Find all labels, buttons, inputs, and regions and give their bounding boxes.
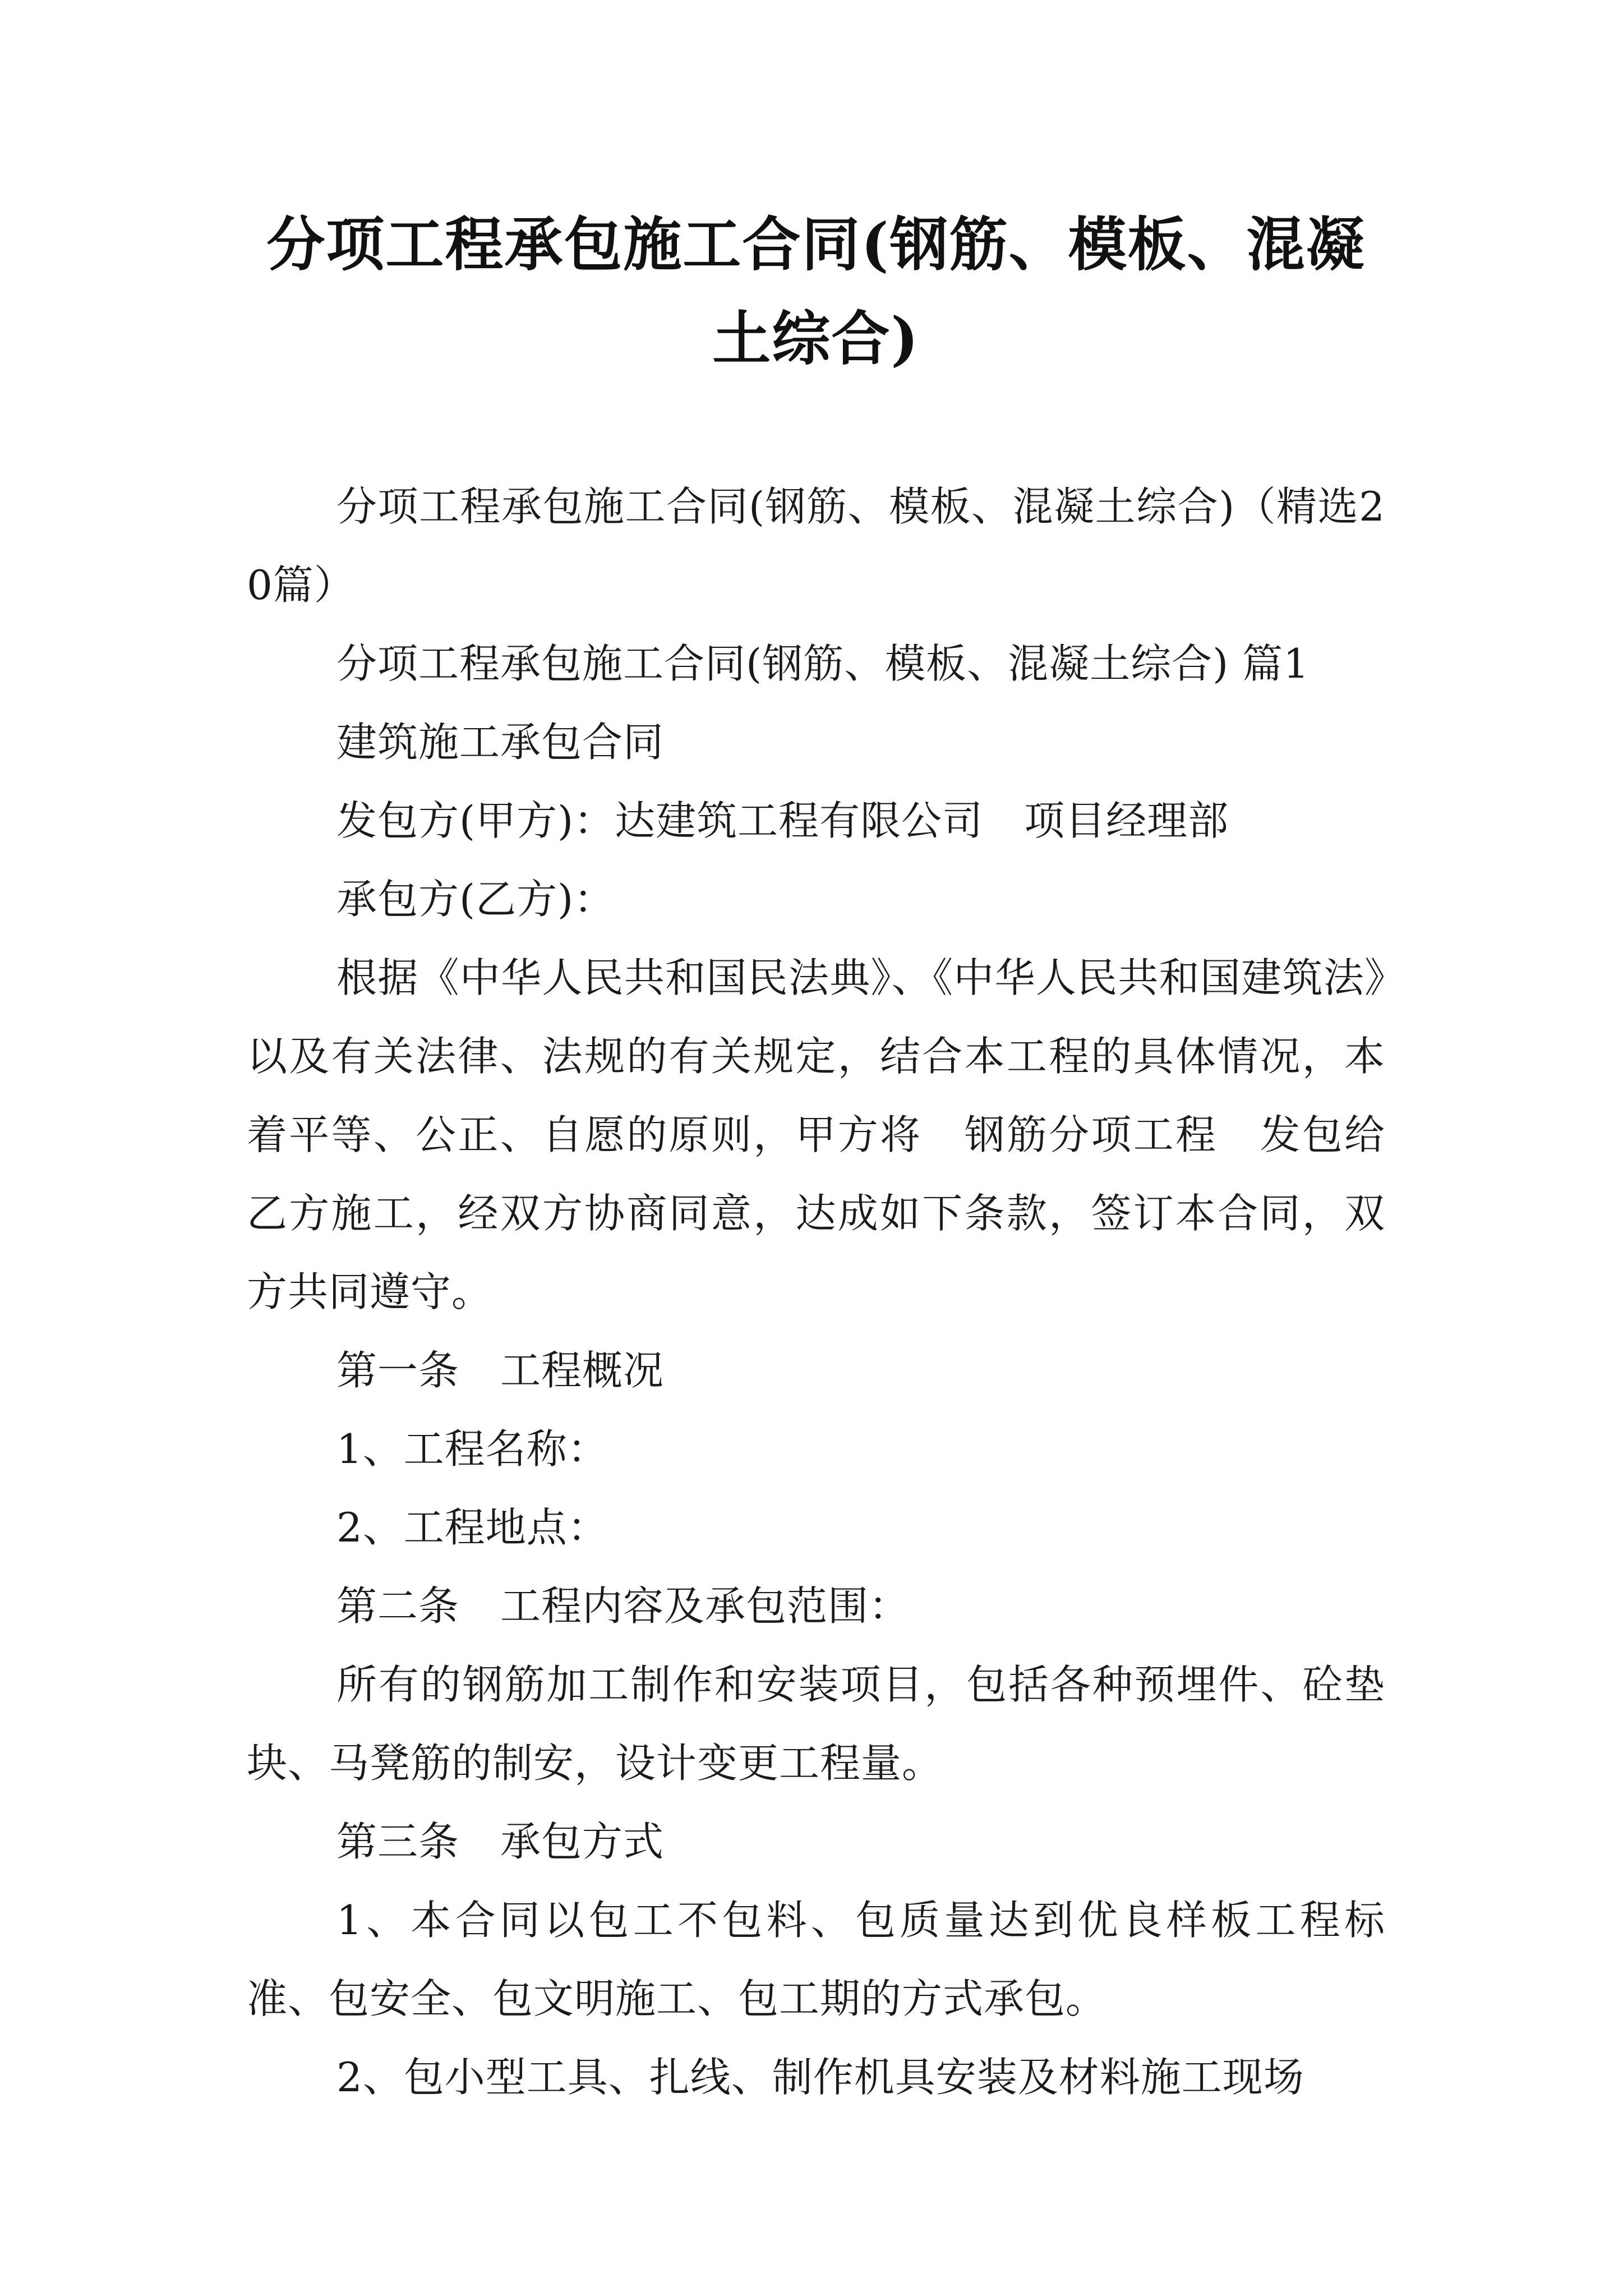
paragraph-chapter-heading: 分项工程承包施工合同(钢筋、模板、混凝土综合) 篇1: [336, 640, 1310, 687]
paragraph-article-2-heading: 第二条 工程内容及承包范围：: [336, 1582, 910, 1630]
paragraph-contract-mode-2: 2、包小型工具、扎线、制作机具安装及材料施工现场: [336, 2054, 1304, 2101]
paragraph-preamble: 根据《中华人民共和国民法典》、《中华人民共和国建筑法》以及有关法律、法规的有关规定，结合本工程的具体情况，本着平等、公正、自愿的原则，甲方将 钢筋分项工程 发包给乙方施工，经双方协商同意，达成如下条款，签订本合同，双方共同遵守。: [247, 954, 1385, 1315]
paragraph-subtitle: 分项工程承包施工合同(钢筋、模板、混凝土综合)（精选20篇）: [247, 483, 1385, 609]
paragraph-party-b: 承包方(乙方)：: [336, 876, 615, 923]
title-line-1: 分项工程承包施工合同(钢筋、模板、混凝: [266, 210, 1366, 279]
paragraph-party-a: 发包方(甲方)：达建筑工程有限公司 项目经理部: [336, 797, 1229, 844]
title-line-2: 土综合): [712, 304, 920, 373]
paragraph-contract-name: 建筑施工承包合同: [336, 719, 665, 766]
paragraph-project-location: 2、工程地点：: [336, 1504, 608, 1551]
paragraph-article-3-heading: 第三条 承包方式: [336, 1818, 665, 1865]
document-title: [247, 197, 1385, 386]
document-body: [247, 467, 1385, 2116]
paragraph-article-1-heading: 第一条 工程概况: [336, 1347, 665, 1394]
paragraph-scope-text: 所有的钢筋加工制作和安装项目，包括各种预埋件、砼垫块、马凳筋的制安，设计变更工程量。: [247, 1661, 1385, 1787]
paragraph-contract-mode-1: 1、本合同以包工不包料、包质量达到优良样板工程标准、包安全、包文明施工、包工期的方式承包。: [247, 1897, 1385, 2022]
paragraph-project-name: 1、工程名称：: [336, 1425, 608, 1473]
